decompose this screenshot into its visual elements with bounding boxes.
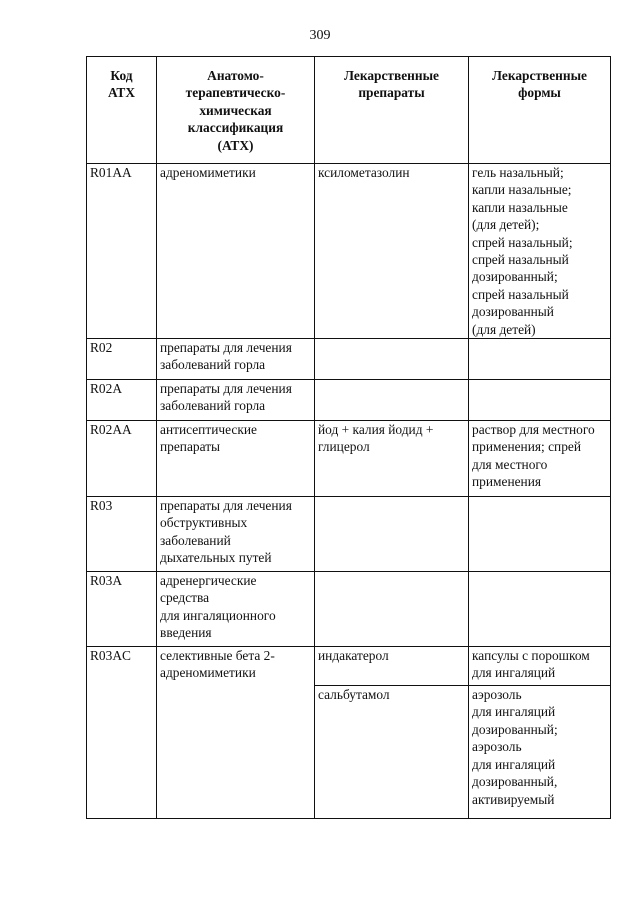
atc-code: R02A — [87, 380, 157, 421]
atc-classification: адренергические средства для ингаляционного введения — [157, 572, 315, 647]
dosage-form: аэрозоль для ингаляций дозированный; аэрозоль для ингаляций дозированный, активируемый — [469, 686, 611, 819]
table-row — [87, 647, 611, 686]
header-classification: Анатомо- терапевтическо- химическая классификация (АТХ) — [157, 57, 315, 164]
atc-code: R01AA — [87, 164, 157, 339]
table-row — [87, 421, 611, 497]
drug-name — [315, 572, 469, 647]
atc-classification: препараты для лечения заболеваний горла — [157, 380, 315, 421]
header-drugs: Лекарственные препараты — [315, 57, 469, 164]
dosage-form: раствор для местного применения; спрей для местного применения — [469, 421, 611, 497]
atc-classification: антисептические препараты — [157, 421, 315, 497]
dosage-form — [469, 497, 611, 572]
atc-code: R03 — [87, 497, 157, 572]
header-code: Код АТХ — [87, 57, 157, 164]
drug-name: индакатерол — [315, 647, 469, 686]
table-row — [87, 572, 611, 647]
atc-code: R03A — [87, 572, 157, 647]
drug-name: йод + калия йодид + глицерол — [315, 421, 469, 497]
drug-name: сальбутамол — [315, 686, 469, 819]
page-number: 309 — [309, 28, 331, 43]
dosage-form — [469, 339, 611, 380]
drug-name — [315, 339, 469, 380]
header-forms: Лекарственные формы — [469, 57, 611, 164]
drug-name — [315, 380, 469, 421]
atc-code: R03AC — [87, 647, 157, 819]
table-header-row — [87, 57, 611, 164]
atc-classification: селективные бета 2- адреномиметики — [157, 647, 315, 819]
dosage-form — [469, 572, 611, 647]
table-row — [87, 164, 611, 339]
drug-name: ксилометазолин — [315, 164, 469, 339]
dosage-form: капсулы с порошком для ингаляций — [469, 647, 611, 686]
atc-code: R02AA — [87, 421, 157, 497]
atc-classification: препараты для лечения заболеваний горла — [157, 339, 315, 380]
table-row — [87, 339, 611, 380]
atc-classification: препараты для лечения обструктивных заболеваний дыхательных путей — [157, 497, 315, 572]
table-row — [87, 497, 611, 572]
drug-name — [315, 497, 469, 572]
table-row — [87, 380, 611, 421]
atc-code: R02 — [87, 339, 157, 380]
atc-drug-table — [86, 56, 611, 819]
atc-classification: адреномиметики — [157, 164, 315, 339]
dosage-form — [469, 380, 611, 421]
dosage-form: гель назальный; капли назальные; капли назальные (для детей); спрей назальный; спрей назальный дозированный; спрей назальный дозированный (для детей) — [469, 164, 611, 339]
